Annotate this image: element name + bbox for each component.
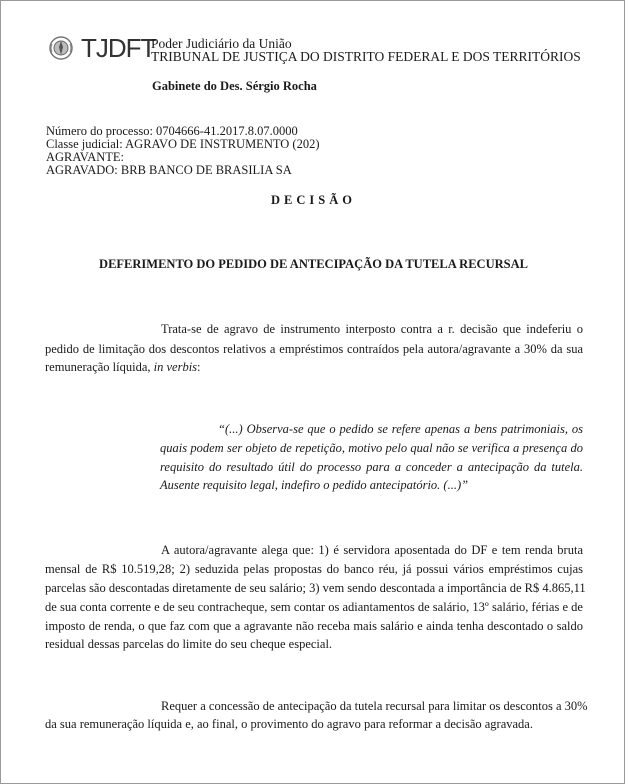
quote-line3: requisito do resultado útil do processo para a conceder a antecipação da tutela. <box>160 460 583 474</box>
paragraph2-line5: imposto de renda, o que faz com que a agravante não receba mais salário e ainda tenha descontado o saldo <box>45 619 583 633</box>
tjdft-logo: TJDFT <box>81 33 156 63</box>
paragraph3-line2: da sua remuneração líquida e, ao final, o provimento do agravo para reformar a decisão agravada. <box>45 717 533 731</box>
paragraph2-line6: residual dessas parcelas do limite do seu cheque especial. <box>45 637 333 651</box>
court-name-line2: TRIBUNAL DE JUSTIÇA DO DISTRITO FEDERAL E DOS TERRITÓRIOS <box>151 49 581 64</box>
quote-line1: “(...) Observa-se que o pedido se refere apenas a bens patrimoniais, os <box>218 422 583 436</box>
paragraph1-line1: Trata-se de agravo de instrumento interposto contra a r. decisão que indeferiu o <box>161 322 583 336</box>
judicial-class: Classe judicial: AGRAVO DE INSTRUMENTO (202) <box>46 137 320 151</box>
document-title: DECISÃO <box>271 193 356 207</box>
gabinete-label: Gabinete do Des. Sérgio Rocha <box>152 79 317 93</box>
quote-line4: Ausente requisito legal, indefiro o pedido antecipatório. (...)” <box>160 478 469 492</box>
coat-of-arms-icon <box>48 35 74 61</box>
agravado-label: AGRAVADO: BRB BANCO DE BRASILIA SA <box>46 163 292 177</box>
process-number: Número do processo: 0704666-41.2017.8.07.0000 <box>46 124 298 138</box>
paragraph3-line1: Requer a concessão de antecipação da tutela recursal para limitar os descontos a 30% <box>161 699 588 713</box>
paragraph2-line4: de sua conta corrente e de seu contracheque, sem contar os adiantamentos de salário, 13º salário, férias e de <box>45 600 583 614</box>
paragraph1-line2: pedido de limitação dos descontos relativos a empréstimos contraídos pela autora/agravante a 30% da sua <box>45 342 583 356</box>
in-verbis-text: in verbis <box>153 360 198 374</box>
agravante-label: AGRAVANTE: <box>46 150 125 164</box>
paragraph1-line3 <box>45 360 201 374</box>
paragraph2-line1: A autora/agravante alega que: 1) é servidora aposentada do DF e tem renda bruta <box>161 543 583 557</box>
paragraph1-line3-colon: : <box>197 360 201 374</box>
paragraph2-line3: parcelas são descontadas diretamente de seu salário; 3) vem sendo descontada a importância de R$ 4.865,11 <box>45 581 586 595</box>
paragraph2-line2: mensal de R$ 10.519,28; 2) seduzida pelas propostas do banco réu, já possui vários empréstimos cujas <box>45 562 583 576</box>
quote-line2: quais podem ser objeto de repetição, motivo pelo qual não se verifica a presença do <box>160 441 583 455</box>
document-subtitle: DEFERIMENTO DO PEDIDO DE ANTECIPAÇÃO DA TUTELA RECURSAL <box>99 257 528 271</box>
court-name-line1: Poder Judiciário da União <box>151 36 292 51</box>
paragraph1-line3-text: remuneração líquida, <box>45 360 154 374</box>
